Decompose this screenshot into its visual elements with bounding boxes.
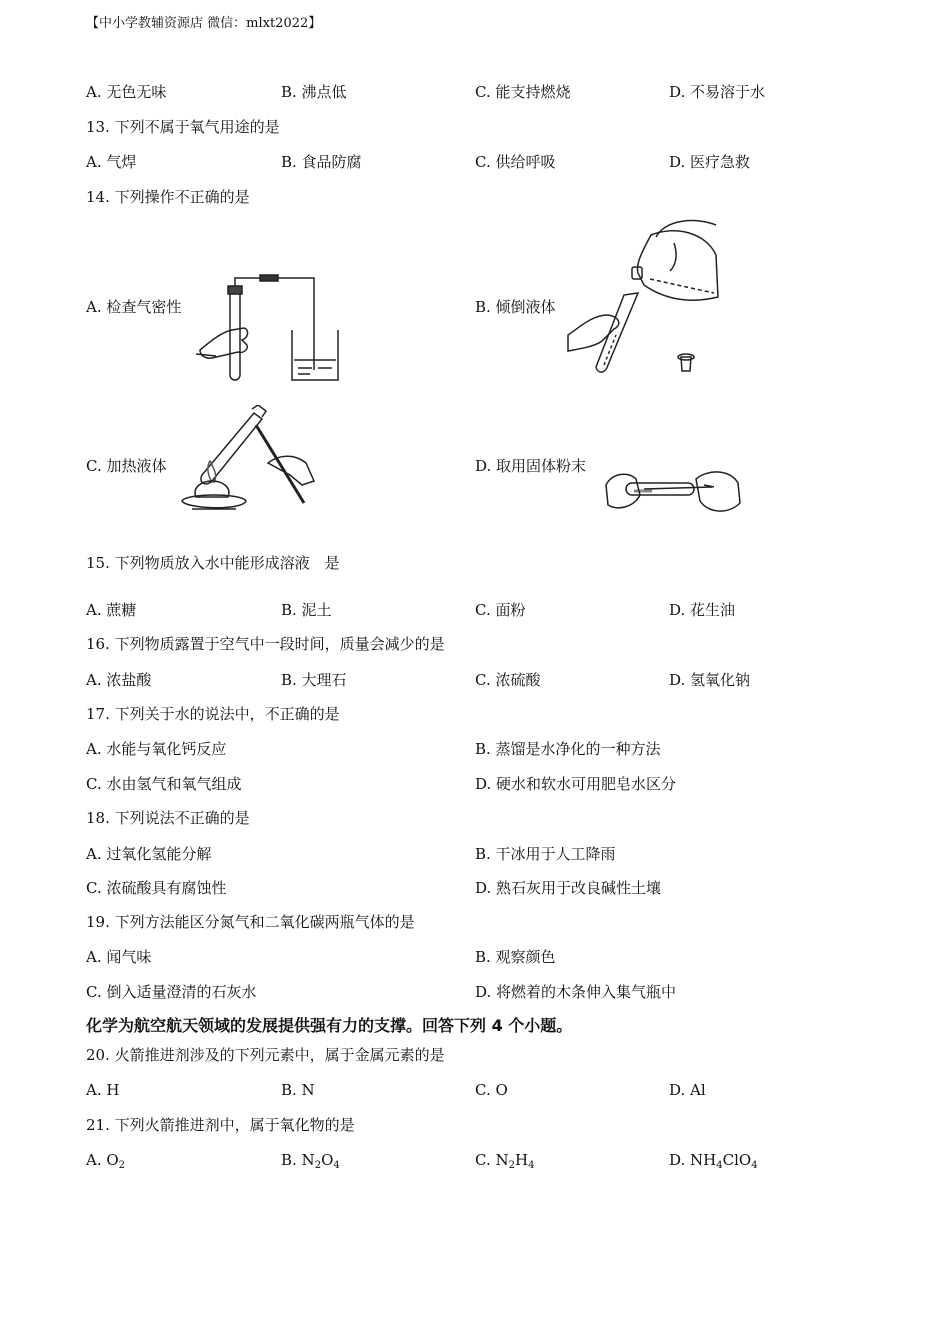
q12-option-d: D. 不易溶于水 <box>669 83 766 101</box>
q18-option-d: D. 熟石灰用于改良碱性土壤 <box>475 879 662 897</box>
q18-option-a: A. 过氧化氢能分解 <box>86 845 212 863</box>
formula-subscript: 4 <box>751 1160 758 1171</box>
q17-option-d: D. 硬水和软水可用肥皂水区分 <box>475 775 677 793</box>
q16-stem: 16. 下列物质露置于空气中一段时间，质量会减少的是 <box>86 635 445 653</box>
formula-subscript: 4 <box>528 1160 535 1171</box>
page-header: 【中小学教辅资源店 微信：mlxt2022】 <box>86 16 322 31</box>
q18-option-b: B. 干冰用于人工降雨 <box>475 845 616 863</box>
q13-option-c: C. 供给呼吸 <box>475 153 556 171</box>
q19-stem: 19. 下列方法能区分氮气和二氧化碳两瓶气体的是 <box>86 913 415 931</box>
formula-part: O <box>321 1151 334 1169</box>
q20-option-a: A. H <box>86 1081 120 1099</box>
figure-taking-solid-powder <box>604 463 744 521</box>
q17-option-c: C. 水由氢气和氧气组成 <box>86 775 242 793</box>
q21-option-b <box>281 1150 340 1170</box>
q13-option-b: B. 食品防腐 <box>281 153 362 171</box>
q19-option-c: C. 倒入适量澄清的石灰水 <box>86 983 257 1001</box>
q20-option-d: D. Al <box>669 1081 706 1099</box>
formula-part: ClO <box>722 1151 752 1169</box>
q21-stem: 21. 下列火箭推进剂中，属于氧化物的是 <box>86 1116 355 1134</box>
q16-option-b: B. 大理石 <box>281 671 347 689</box>
q12-option-a: A. 无色无味 <box>86 83 167 101</box>
q17-option-a: A. 水能与氧化钙反应 <box>86 740 227 758</box>
q15-option-a: A. 蔗糖 <box>86 601 137 619</box>
q20-stem: 20. 火箭推进剂涉及的下列元素中，属于金属元素的是 <box>86 1046 445 1064</box>
q19-option-a: A. 闻气味 <box>86 948 152 966</box>
q21-option-a <box>86 1150 125 1170</box>
formula-subscript: 2 <box>508 1160 515 1171</box>
formula-part: A. O <box>86 1151 119 1169</box>
q21-option-c <box>475 1150 534 1170</box>
q16-option-d: D. 氢氧化钠 <box>669 671 751 689</box>
formula-part: C. N <box>475 1151 509 1169</box>
q15-option-c: C. 面粉 <box>475 601 526 619</box>
q16-option-a: A. 浓盐酸 <box>86 671 152 689</box>
q20-option-b: B. N <box>281 1081 315 1099</box>
formula-part: H <box>514 1151 529 1169</box>
formula-part: B. N <box>281 1151 315 1169</box>
q14-option-c: C. 加热液体 <box>86 457 167 475</box>
q14-option-d: D. 取用固体粉末 <box>475 457 587 475</box>
q13-option-a: A. 气焊 <box>86 153 137 171</box>
q15-stem: 15. 下列物质放入水中能形成溶液 是 <box>86 554 340 572</box>
q13-option-d: D. 医疗急救 <box>669 153 751 171</box>
q18-stem: 18. 下列说法不正确的是 <box>86 809 250 827</box>
q14-option-b: B. 倾倒液体 <box>475 298 556 316</box>
section-intro: 化学为航空航天领域的发展提供强有力的支撑。回答下列 4 个小题。 <box>86 1016 573 1035</box>
q12-option-b: B. 沸点低 <box>281 83 347 101</box>
q15-option-b: B. 泥土 <box>281 601 332 619</box>
figure-airtightness-check <box>192 270 352 385</box>
q20-option-c: C. O <box>475 1081 508 1099</box>
q17-stem: 17. 下列关于水的说法中，不正确的是 <box>86 705 340 723</box>
formula-part: D. NH <box>669 1151 717 1169</box>
q17-option-b: B. 蒸馏是水净化的一种方法 <box>475 740 661 758</box>
q13-stem: 13. 下列不属于氧气用途的是 <box>86 118 280 136</box>
q16-option-c: C. 浓硫酸 <box>475 671 541 689</box>
formula-subscript: 2 <box>118 1160 126 1171</box>
q12-option-c: C. 能支持燃烧 <box>475 83 571 101</box>
q14-stem: 14. 下列操作不正确的是 <box>86 188 250 206</box>
figure-heating-liquid <box>172 405 322 517</box>
q19-option-d: D. 将燃着的木条伸入集气瓶中 <box>475 983 677 1001</box>
q15-option-d: D. 花生油 <box>669 601 736 619</box>
q21-option-d <box>669 1150 758 1170</box>
formula-subscript: 4 <box>333 1160 340 1171</box>
q18-option-c: C. 浓硫酸具有腐蚀性 <box>86 879 227 897</box>
q19-option-b: B. 观察颜色 <box>475 948 556 966</box>
formula-subscript: 4 <box>716 1160 723 1171</box>
formula-subscript: 2 <box>314 1160 322 1171</box>
q14-option-a: A. 检查气密性 <box>86 298 182 316</box>
figure-pouring-liquid <box>566 215 731 385</box>
